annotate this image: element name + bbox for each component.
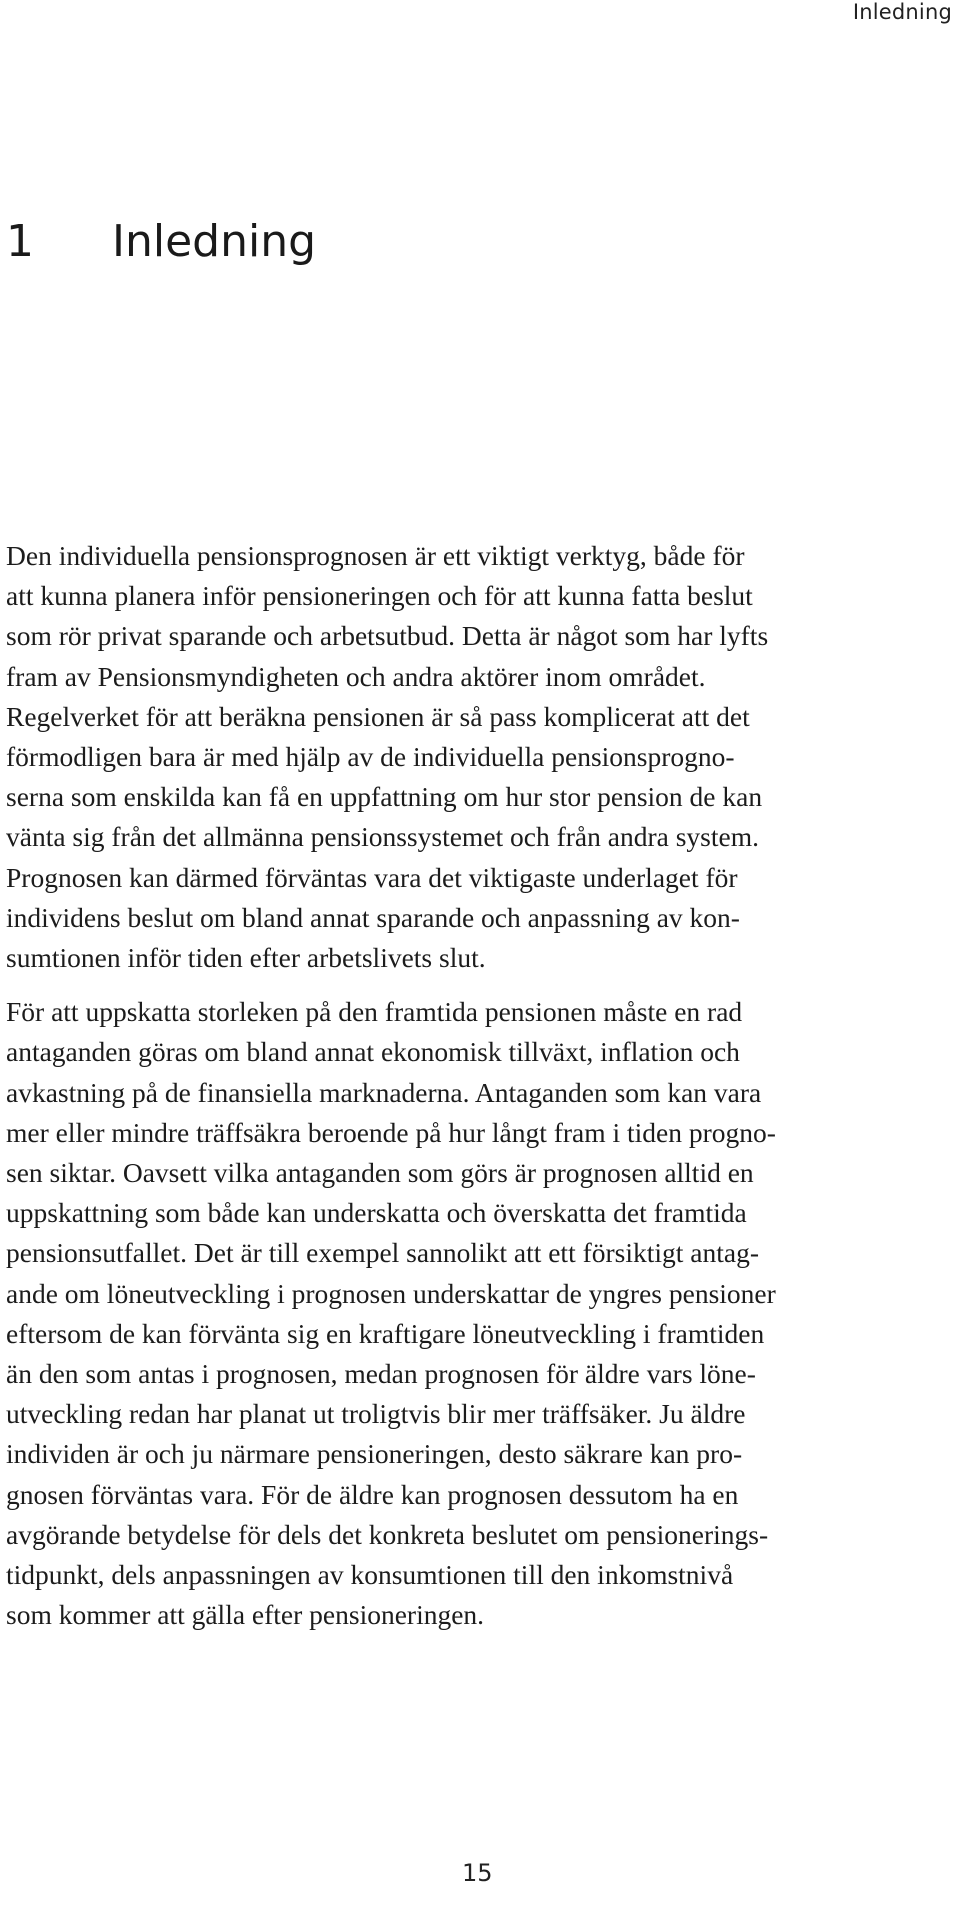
body-text [6,536,956,1635]
page-number: 15 [462,1859,493,1887]
text-line: fram av Pensionsmyndigheten och andra aktörer inom området. [6,660,706,692]
text-line: som kommer att gälla efter pensioneringen. [6,1599,485,1631]
text-line: Prognosen kan därmed förväntas vara det viktigaste underlaget för [6,861,738,893]
text-line: sumtionen inför tiden efter arbetslivets slut. [6,942,486,974]
text-line: individen är och ju närmare pensioneringen, desto säkrare kan pro- [6,1438,743,1470]
text-line: tidpunkt, dels anpassningen av konsumtionen till den inkomstnivå [6,1559,734,1591]
text-line: utveckling redan har planat ut troligtvis blir mer träffsäker. Ju äldre [6,1398,746,1430]
chapter-heading [6,216,316,267]
text-line: individens beslut om bland annat sparande och anpassning av kon- [6,901,740,933]
text-line: uppskattning som både kan underskatta och överskatta det framtida [6,1197,747,1229]
running-header: Inledning [852,0,952,24]
paragraph [6,992,956,1635]
text-line: gnosen förväntas vara. För de äldre kan prognosen dessutom ha en [6,1478,739,1510]
text-line: serna som enskilda kan få en uppfattning om hur stor pension de kan [6,781,763,813]
text-line: Den individuella pensionsprognosen är ett viktigt verktyg, både för [6,540,745,571]
chapter-number: 1 [6,216,34,267]
text-line: vänta sig från det allmänna pensionssystemet och från andra system. [6,821,759,853]
text-line: Regelverket för att beräkna pensionen är så pass komplicerat att det [6,700,750,732]
chapter-title: Inledning [112,216,317,267]
text-line: eftersom de kan förvänta sig en kraftigare löneutveckling i framtiden [6,1317,765,1349]
text-line: som rör privat sparande och arbetsutbud. Detta är något som har lyfts [6,620,769,652]
text-line: sen siktar. Oavsett vilka antaganden som görs är prognosen alltid en [6,1157,754,1189]
paragraph [6,536,956,978]
text-line: antaganden göras om bland annat ekonomisk tillväxt, inflation och [6,1036,740,1068]
text-line: mer eller mindre träffsäkra beroende på hur långt fram i tiden progno- [6,1116,776,1148]
text-line: förmodligen bara är med hjälp av de individuella pensionsprogno- [6,741,735,773]
text-line: För att uppskatta storleken på den framtida pensionen måste en rad [6,996,743,1028]
text-line: ande om löneutveckling i prognosen underskattar de yngres pensioner [6,1277,776,1309]
text-line: än den som antas i prognosen, medan prognosen för äldre vars löne- [6,1358,756,1390]
text-line: att kunna planera inför pensioneringen och för att kunna fatta beslut [6,580,753,612]
text-line: avkastning på de finansiella marknaderna. Antaganden som kan vara [6,1076,762,1108]
text-line: pensionsutfallet. Det är till exempel sannolikt att ett försiktigt antag- [6,1237,760,1269]
text-line: avgörande betydelse för dels det konkreta beslutet om pensionerings- [6,1518,769,1550]
